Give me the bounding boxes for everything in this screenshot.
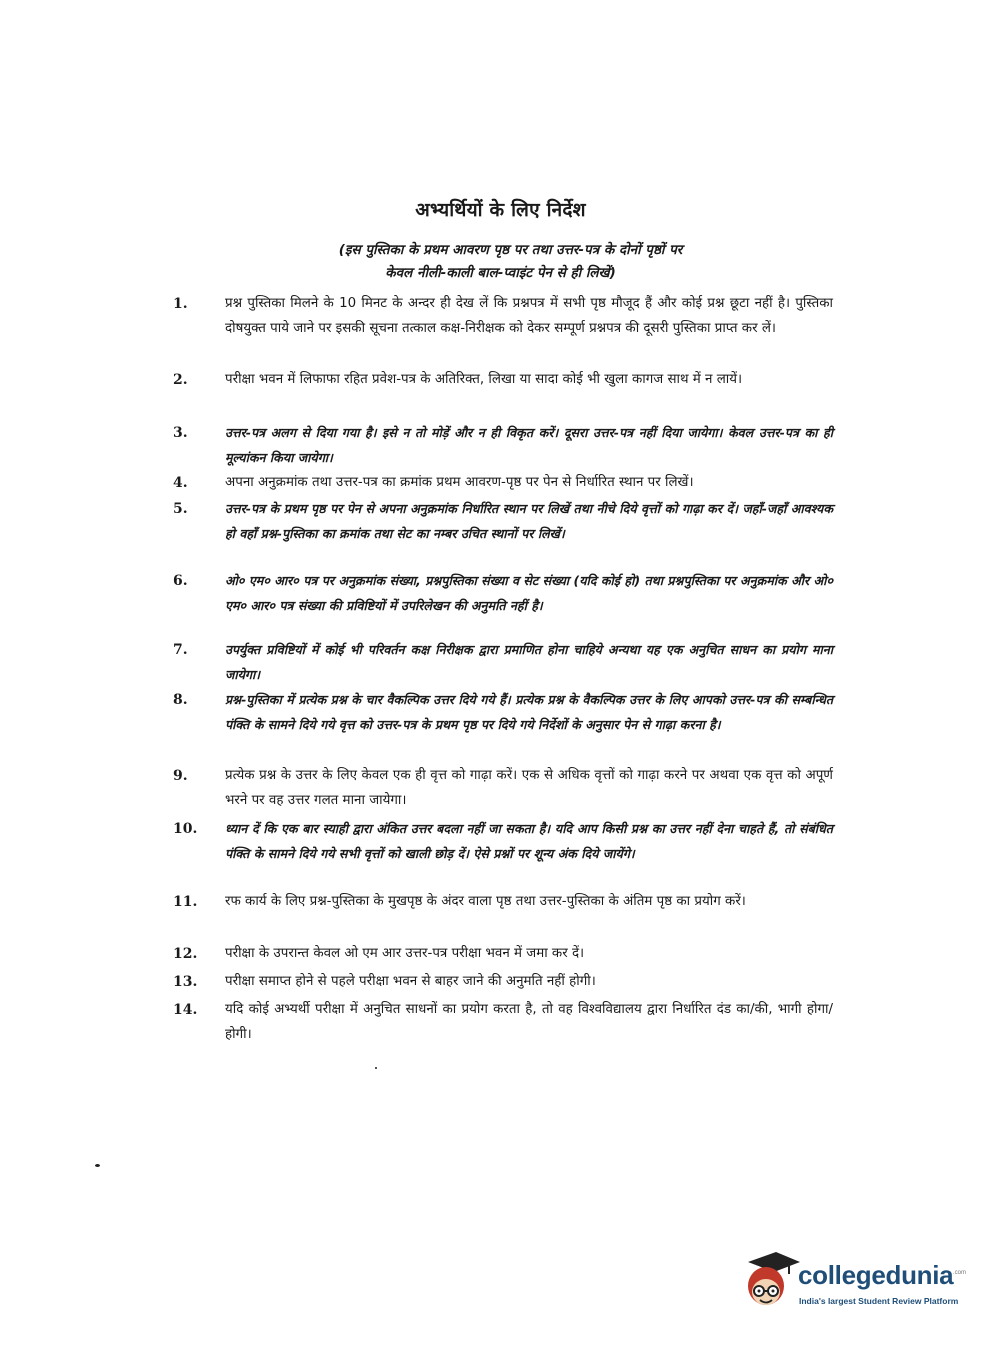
logo-wordmark: collegedunia <box>798 1260 954 1290</box>
item-number: 5. <box>173 501 188 517</box>
item-number: 4. <box>173 475 188 491</box>
item-number: 10. <box>173 821 198 837</box>
item-number: 12. <box>173 946 198 962</box>
student-mascot-icon <box>742 1250 800 1310</box>
page-title: अभ्यर्थियों के लिए निर्देश <box>415 199 586 221</box>
item-text: प्रश्न-पुस्तिका में प्रत्येक प्रश्न के चार वैकल्पिक उत्तर दिये गये हैं। प्रत्येक प्रश्न के वैकल्पिक उत्तर के लिए आपको उत्तर-पत्र की सम्बन्धित पंक्ति के सामने दिये गये वृत्त को उत्तर-पत्र के प्रथम पृष्ठ पर दिये गये निर्देशों के अनुसार पेन से गाढ़ा करना है। <box>225 692 833 732</box>
item-text: अपना अनुक्रमांक तथा उत्तर-पत्र का क्रमांक प्रथम आवरण-पृष्ठ पर पेन से निर्धारित स्थान पर लिखें। <box>225 475 694 490</box>
item-number: 3. <box>173 425 188 441</box>
item-number: 13. <box>173 974 198 990</box>
logo-tagline: India's largest Student Review Platform <box>799 1296 959 1306</box>
item-number: 9. <box>173 768 188 784</box>
item-text: परीक्षा समाप्त होने से पहले परीक्षा भवन से बाहर जाने की अनुमति नहीं होगी। <box>225 974 596 989</box>
item-number: 1. <box>173 296 188 312</box>
logo-domain-suffix: .com <box>953 1270 967 1276</box>
item-text: प्रत्येक प्रश्न के उत्तर के लिए केवल एक ही वृत्त को गाढ़ा करें। एक से अधिक वृत्तों को गाढ़ा करने पर अथवा एक वृत्त को अपूर्ण भरने पर वह उत्तर गलत माना जायेगा। <box>225 768 833 808</box>
item-number: 6. <box>173 573 188 589</box>
item-text: परीक्षा भवन में लिफाफा रहित प्रवेश-पत्र के अतिरिक्त, लिखा या सादा कोई भी खुला कागज साथ में न लायें। <box>225 372 743 387</box>
item-number: 7. <box>173 642 188 658</box>
item-text: उत्तर-पत्र अलग से दिया गया है। इसे न तो मोड़ें और न ही विकृत करें। दूसरा उत्तर-पत्र नहीं दिया जायेगा। केवल उत्तर-पत्र का ही मूल्यांकन किया जायेगा। <box>225 425 833 465</box>
item-text: परीक्षा के उपरान्त केवल ओ एम आर उत्तर-पत्र परीक्षा भवन में जमा कर दें। <box>225 946 585 961</box>
item-number: 11. <box>173 894 198 910</box>
item-number: 14. <box>173 1002 198 1018</box>
scan-speck <box>375 1067 377 1069</box>
item-number: 2. <box>173 372 188 388</box>
item-number: 8. <box>173 692 188 708</box>
page-subtitle-line-2: केवल नीली-काली बाल-प्वाइंट पेन से ही लिखें) <box>385 265 616 281</box>
collegedunia-logo <box>742 1250 972 1320</box>
item-text: ध्यान दें कि एक बार स्याही द्वारा अंकित उत्तर बदला नहीं जा सकता है। यदि आप किसी प्रश्न का उत्तर नहीं देना चाहते हैं, तो संबंधित पंक्ति के सामने दिये गये सभी वृत्तों को खाली छोड़ दें। ऐसे प्रश्नों पर शून्य अंक दिये जायेंगे। <box>225 821 833 861</box>
item-text: प्रश्न पुस्तिका मिलने के 10 मिनट के अन्दर ही देख लें कि प्रश्नपत्र में सभी पृष्ठ मौजूद हैं और कोई प्रश्न छूटा नहीं है। पुस्तिका दोषयुक्त पाये जाने पर इसकी सूचना तत्काल कक्ष-निरीक्षक को देकर सम्पूर्ण प्रश्नपत्र की दूसरी पुस्तिका प्राप्त कर लें। <box>225 296 833 336</box>
item-text: ओ० एम० आर० पत्र पर अनुक्रमांक संख्या, प्रश्नपुस्तिका संख्या व सेट संख्या (यदि कोई हो) तथा प्रश्नपुस्तिका पर अनुक्रमांक और ओ० एम० आर० पत्र संख्या की प्रविष्टियों में उपरिलेखन की अनुमति नहीं है। <box>225 573 833 613</box>
item-text: उपर्युक्त प्रविष्टियों में कोई भी परिवर्तन कक्ष निरीक्षक द्वारा प्रमाणित होना चाहिये अन्यथा यह एक अनुचित साधन का प्रयोग माना जायेगा। <box>225 642 833 682</box>
item-text: यदि कोई अभ्यर्थी परीक्षा में अनुचित साधनों का प्रयोग करता है, तो वह विश्वविद्यालय द्वारा निर्धारित दंड का/की, भागी होगा/होगी। <box>225 1002 833 1042</box>
scan-speck <box>95 1164 100 1167</box>
item-text: उत्तर-पत्र के प्रथम पृष्ठ पर पेन से अपना अनुक्रमांक निर्धारित स्थान पर लिखें तथा नीचे दिये वृत्तों को गाढ़ा कर दें। जहाँ-जहाँ आवश्यक हो वहाँ प्रश्न-पुस्तिका का क्रमांक तथा सेट का नम्बर उचित स्थानों पर लिखें। <box>225 501 833 541</box>
page-subtitle-line-1: (इस पुस्तिका के प्रथम आवरण पृष्ठ पर तथा उत्तर-पत्र के दोनों पृष्ठों पर <box>338 242 683 258</box>
item-text: रफ कार्य के लिए प्रश्न-पुस्तिका के मुखपृष्ठ के अंदर वाला पृष्ठ तथा उत्तर-पुस्तिका के अंतिम पृष्ठ का प्रयोग करें। <box>225 894 746 909</box>
